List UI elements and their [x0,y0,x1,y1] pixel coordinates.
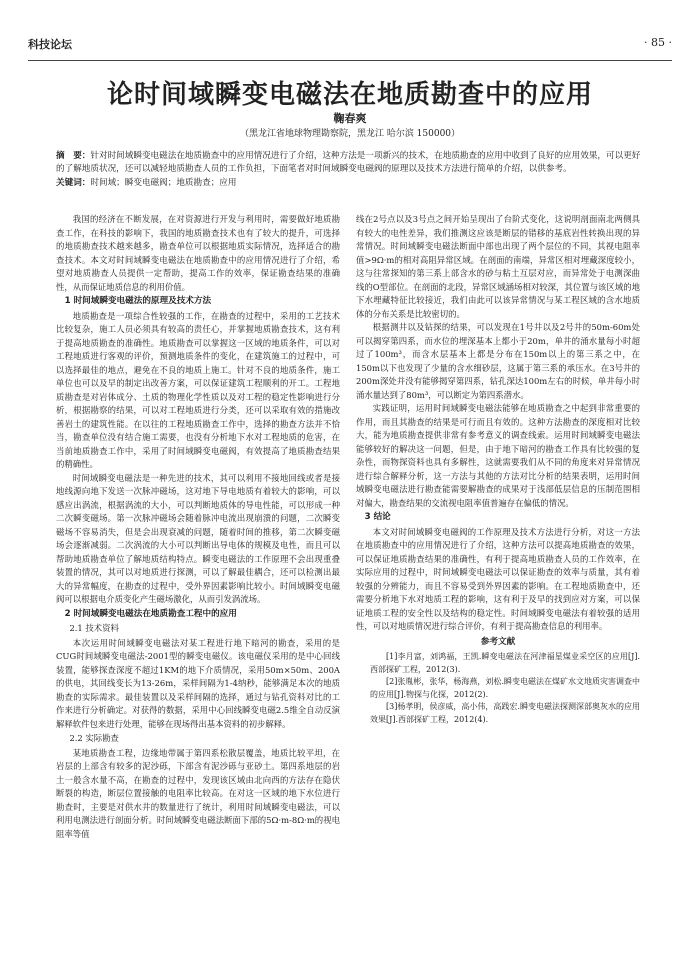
section-heading-3: 3 结论 [364,512,391,522]
abstract-text: 针对时间域瞬变电磁法在地质勘查中的应用情况进行了介绍，这种方法是一项新兴的技术，在地质勘查的应用中收到了良好的应用效果，可以更好的了解地质状况，还可以减轻地质勘查人员的工作负担，下面笔者对时间域瞬变电磁阀的原理以及技术方法进行简单的介绍，以供参考。 [56,151,641,174]
paragraph: 线在2号点以及3号点之间开始呈现出了台阶式变化，这说明剖面南北两侧具有较大的电性差异，我们推测这应该是断层的错移的基底岩性转换出现的异常情况。时间域瞬变电磁法断面中部也出现了两个层位的不同，其视电阻率值>9Ω·m的相对高阻异常区域。在剖面的南端，异常区相对埋藏深度较小，这与往常探知的第三系上部含水的砂与粘土互层对应，而异常处于电测深曲线的O型部位。在剖面的北段，异常区域涵场相对较深，其位置与该区域的地下水埋藏特征比较接近，我们由此可以该异常情况与某工程区域的含水地质体的分布关系是比较密切的。 [356,214,640,319]
affiliation: （黑龙江省地球物理勘察院，黑龙江 哈尔滨 150000） [239,129,461,139]
keywords-label: 关键词： [56,178,91,188]
paragraph: 地质勘查是一项综合性较强的工作，在勘查的过程中，采用的工艺技术比较复杂，施工人员必须具有较高的责任心，并掌握地质勘查技术，这有利于提高地质勘查的准确性。地质勘查可以掌握这一区域的地质条件，可以对工程地质进行客观的评价，预测地质条件的变化，在建筑施工的过程中，可以选择最佳的地点，避免在不良的地质上施工。针对不良的地质条件，施工单位也可以及早的制定出改善方案，可以保证建筑工程顺利的开工。工程地质勘查是对岩体成分、土质的物理化学性质以及对工程的稳定性影响进行分析，根据勘察的结果，可以对工程地质进行分类，还可以采取有效的措施改善岩土的建筑性能。在以往的工程地质勘查工作中，选择的勘查方法并不恰当，勘查单位没有结合施工需要，也没有分析地下水对工程地质的危害，在当前地质勘查工作中，采用了时间域瞬变电磁阀，有效提高了地质勘查结果的精确性。 [56,310,340,469]
abstract [56,150,644,176]
paragraph: 时间域瞬变电磁法是一种先进的技术，其可以利用不接地回线或者是接地线源向地下发送一次脉冲磁场，这对地下导电地质有着较大的影响，可以感应出涡流，根据涡流的大小，可以判断地质体的导电性能，可以形成一种二次瞬变磁场。第一次脉冲磁场会随着脉冲电流出现崩溃的问题，二次瞬变磁场不容易消失，但是会出现衰减的问题，随着时间的推移，第二次瞬变磁场会逐渐减弱。二次涡流的大小可以判断出导电体的规模及电性，而且可以帮助地质勘查单位了解地质结构特点。瞬变电磁法的工作原理不会出现重叠装置的情况，其可以对地质进行探测，可以了解最佳耦合，还可以检测出最大的异常幅度，在勘查的过程中，受外界因素影响比较小。时间域瞬变电磁阀可以根据电介质变化产生磁场激化，从而引发涡流场。 [56,472,340,604]
running-header [28,36,672,56]
left-column [56,213,340,841]
paragraph: 实践证明，运用时间域瞬变电磁法能够在地质勘查之中起到非常重要的作用，而且其勘查的结果是可行而且有效的。这种方法勘查的深度相对比较大，能为地质勘查提供非常有参考意义的调查线索。运用时间域瞬变电磁法能够较好的解决这一问题，但是，由于地下暗河的勘查工作具有比较强的复杂性，而物探资料也具有多解性，这就需要我们从不同的角度来对异常情况进行综合解释分析，这一方法与其他的方法对比分析的结果表明，运用时间域瞬变电磁法进行勘查能需要解勘查的成果对于浅部低层信息的压制范围相对偏大，勘查结果的交流视电阻率值普遍存在偏低的情况。 [356,403,640,508]
author: 鞠春爽 [333,112,367,125]
right-column [356,213,640,726]
keywords-text: 时间域；瞬变电磁阀；地质勘查；应用 [90,178,237,188]
paragraph: 我国的经济在不断发展，在对资源进行开发与利用时，需要做好地质勘查工作，在科技的影响下，我国的地质勘查技术也有了较大的提升，可选择的地质勘查技术越来越多，勘查单位可以根据地质实际情况，选择适合的勘查技术。本文对时间域瞬变电磁法在地质勘查中的应用情况进行了介绍，希望对地质勘查人员提供一定帮助，提高工作的效率，保证勘查结果的准确性，从而保证地质信息的利用价值。 [56,214,340,292]
abstract-label: 摘 要： [56,151,91,161]
paragraph: 根据测井以及钻探的结果，可以发现在1号井以及2号井的50m-60m处可以揭穿第四系，而水位的埋深基本上都小于20m，单井的涌水量每小时超过了100m³，而含水层基本上都是分布在150m以上的第三系之中，在150m以下也发现了少量的含水细砂层，这属于第三系的承压水。在3号井的200m深处并没有能够揭穿第四系，钻孔深达100m左右的时候，单井每小时涌水量达到了80m³，可以断定为第四系潜水。 [356,322,640,400]
journal-name: 科技论坛 [28,38,72,51]
reference-item: [3]杨孝明，侯彦威，高小伟，高践宏.瞬变电磁法探测深部奥灰水的应用效果[J].西部探矿工程，2012(4). [370,702,640,724]
page-number: · 85 · [644,36,672,49]
section-heading-2: 2 时间域瞬变电磁法在地质勘查工程中的应用 [64,608,237,619]
references-heading: 参考文献 [480,636,516,647]
subsection-heading-2-1: 2.1 技术资料 [69,623,119,633]
abstract-block [56,150,644,190]
reference-item: [1]李月富，刘鸿福，王凯.瞬变电磁法在河津福星煤业采空区的应用[J].西部探矿工程，2012(3). [370,652,640,674]
paragraph: 某地质勘查工程，边缘地带属于第四系松散层覆盖，地质比较平坦，在岩层的上部含有较多的泥沙砾，下部含有泥沙砾与亚砂土。第四系地层的岩土一般含水量不高，在勘查的过程中，发现该区域由北向西的方法存在隐伏断裂的构造，断层位置接触的电阻率比较高。在对这一区域的地下水位进行勘查时，主要是对供水井的数量进行了统计，利用时间域瞬变电磁法，可以利用电测法进行剖面分析。时间域瞬变电磁法断面下部的5Ω·m-8Ω·m的视电阻率等值 [56,747,340,839]
keywords [56,177,644,190]
section-heading-1: 1 时间域瞬变电磁法的原理及技术方法 [64,296,212,306]
paragraph: 本次运用时间域瞬变电磁法对某工程进行地下暗河的勘查，采用的是CUG时间域瞬变电磁法-2001型的瞬变电磁仪。该电磁仪采用的是中心回线装置，能够探查深度不超过1KM的地下介质情况，采用50m×50m、200A的供电，其回线变长为13-26m，采样间隔为1-4纳秒，能够满足本次的地质勘查的实际需求。最佳装置以及采样间隔的选择，通过与钻孔资料对比的工作来进行分析确定。对获得的数据，采用中心回线瞬变电磁2.5维全自动反演解释软件包来进行处理，能够在现场得出基本资料的初步解释。 [56,637,340,729]
article-title: 论时间域瞬变电磁法在地质勘查中的应用 [106,80,593,110]
subsection-heading-2-2: 2.2 实际勘查 [69,733,119,743]
paragraph: 本文对时间域瞬变电磁阀的工作原理及技术方法进行分析，对这一方法在地质勘查中的应用情况进行了介绍，这种方法可以提高地质勘查的效果，可以保证地质勘查结果的准确性，有利于提高地质勘查人员的工作效率，在实际应用的过程中，时间域瞬变电磁法可以保证勘查的效率与质量，其有着较强的分辨能力，而且不容易受到外界因素的影响。在工程地质勘查中，还需要分析地下水对地质工程的影响，这有利于及早的找到应对方案，可以保证地质工程的安全性以及结构的稳定性。时间域瞬变电磁法有着较强的适用性，可以对地质情况进行综合评价，有利于提高勘查信息的利用率。 [356,526,640,631]
header-rule [28,60,672,61]
reference-item: [2]张胤彬，张华，杨海燕，刘松.瞬变电磁法在煤矿水文地质灾害调查中的应用[J].物探与化探，2012(2). [370,677,640,699]
